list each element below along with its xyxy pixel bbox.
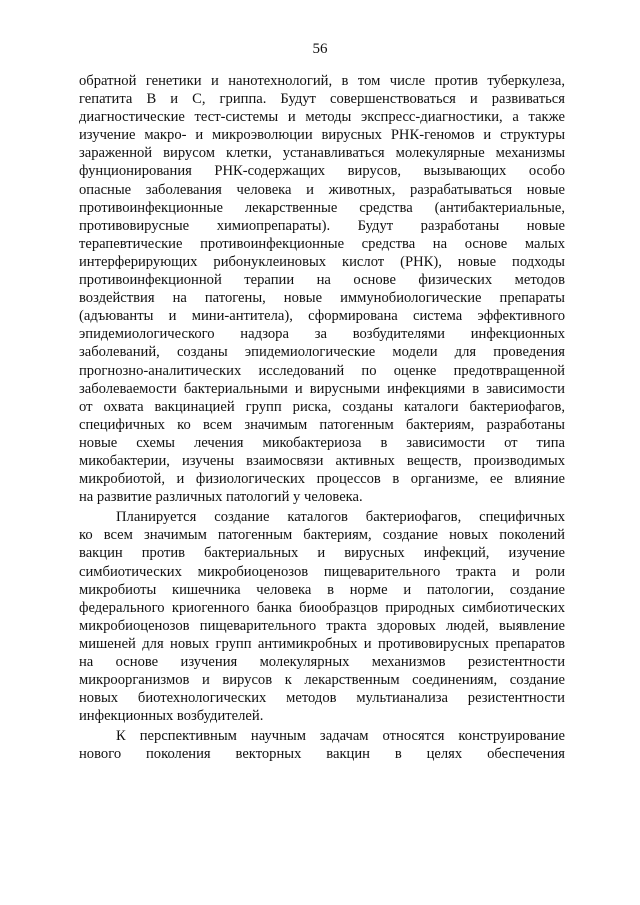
text-line: заболеваемости бактериальными и вирусными инфекциями в зависимости	[79, 380, 565, 397]
text-line: новые схемы лечения микобактериоза в зависимости от типа	[79, 434, 565, 451]
paragraph	[79, 727, 565, 763]
text-line: Планируется создание каталогов бактериофагов, специфичных	[116, 509, 565, 526]
paragraph	[79, 72, 565, 506]
text-line: новых биотехнологических методов мультианализа резистентности	[79, 690, 565, 707]
text-line: фунционирования РНК-содержащих вирусов, вызывающих особо	[79, 163, 565, 180]
text-line: воздействия на патогены, новые иммунобиологические препараты	[79, 290, 565, 307]
text-line: терапевтические противоинфекционные средства на основе малых	[79, 235, 565, 252]
text-line: микробиоценозов пищеварительного тракта здоровых людей, выявление	[79, 617, 565, 634]
text-line: зараженной вирусом клетки, устанавливаться молекулярные механизмы	[79, 145, 565, 162]
text-line: микробиоты кишечника человека в норме и патологии, создание	[79, 581, 565, 598]
text-line: микобактерии, изучены взаимосвязи активных веществ, производимых	[79, 452, 565, 469]
text-line: от охвата вакцинацией групп риска, созданы каталоги бактериофагов,	[79, 398, 565, 415]
body-text	[79, 72, 565, 764]
text-line: прогнозно-аналитических исследований по оценке предотвращенной	[79, 362, 565, 379]
text-line: микроорганизмов и вирусов к лекарственным соединениям, создание	[79, 672, 565, 689]
text-line: интерферирующих рибонуклеиновых кислот (РНК), новые подходы	[79, 253, 565, 270]
text-line: на основе изучения молекулярных механизмов резистентности	[79, 654, 565, 670]
text-line: мишеней для новых групп антимикробных и противовирусных препаратов	[79, 635, 565, 652]
text-line: нового поколения векторных вакцин в целях обеспечения	[79, 746, 565, 763]
text-line: ко всем значимым патогенным бактериям, создание новых поколений	[79, 527, 565, 544]
text-line: эпидемиологического надзора за возбудителями инфекционных	[79, 326, 565, 343]
text-line: опасные заболевания человека и животных, разрабатываться новые	[79, 181, 565, 198]
text-line: К перспективным научным задачам относятся конструирование	[116, 728, 565, 745]
text-line: изучение макро- и микроэволюции вирусных РНК-геномов и структуры	[79, 127, 565, 144]
text-line: симбиотических микробиоценозов пищеварительного тракта и роли	[79, 563, 565, 580]
text-line: федерального криогенного банка биообразцов природных симбиотических	[79, 599, 565, 616]
text-line: (адъюванты и мини-антитела), сформирована система эффективного	[79, 308, 565, 325]
text-line: специфичных ко всем значимым патогенным бактериям, разработаны	[79, 416, 565, 433]
text-line: противоинфекционной терапии на основе физических методов	[79, 272, 565, 289]
text-line: диагностические тест-системы и методы экспресс-диагностики, а также	[79, 109, 565, 126]
paragraph	[79, 508, 565, 725]
text-line: заболеваний, созданы эпидемиологические модели для проведения	[79, 344, 565, 361]
page-number: 56	[312, 41, 328, 57]
text-line: противоинфекционные лекарственные средства (антибактериальные,	[79, 199, 565, 216]
text-line: обратной генетики и нанотехнологий, в том числе против туберкулеза,	[79, 73, 565, 89]
text-line: гепатита В и С, гриппа. Будут совершенствоваться и развиваться	[79, 91, 565, 108]
text-line: противовирусные химиопрепараты). Будут разработаны новые	[79, 217, 565, 234]
text-line: вакцин против бактериальных и вирусных инфекций, изучение	[79, 545, 565, 562]
text-line: микробиотой, и физиологических процессов в организме, ее влияние	[79, 471, 565, 488]
text-line: на развитие различных патологий у человека.	[79, 489, 363, 506]
text-line: инфекционных возбудителей.	[79, 708, 264, 725]
